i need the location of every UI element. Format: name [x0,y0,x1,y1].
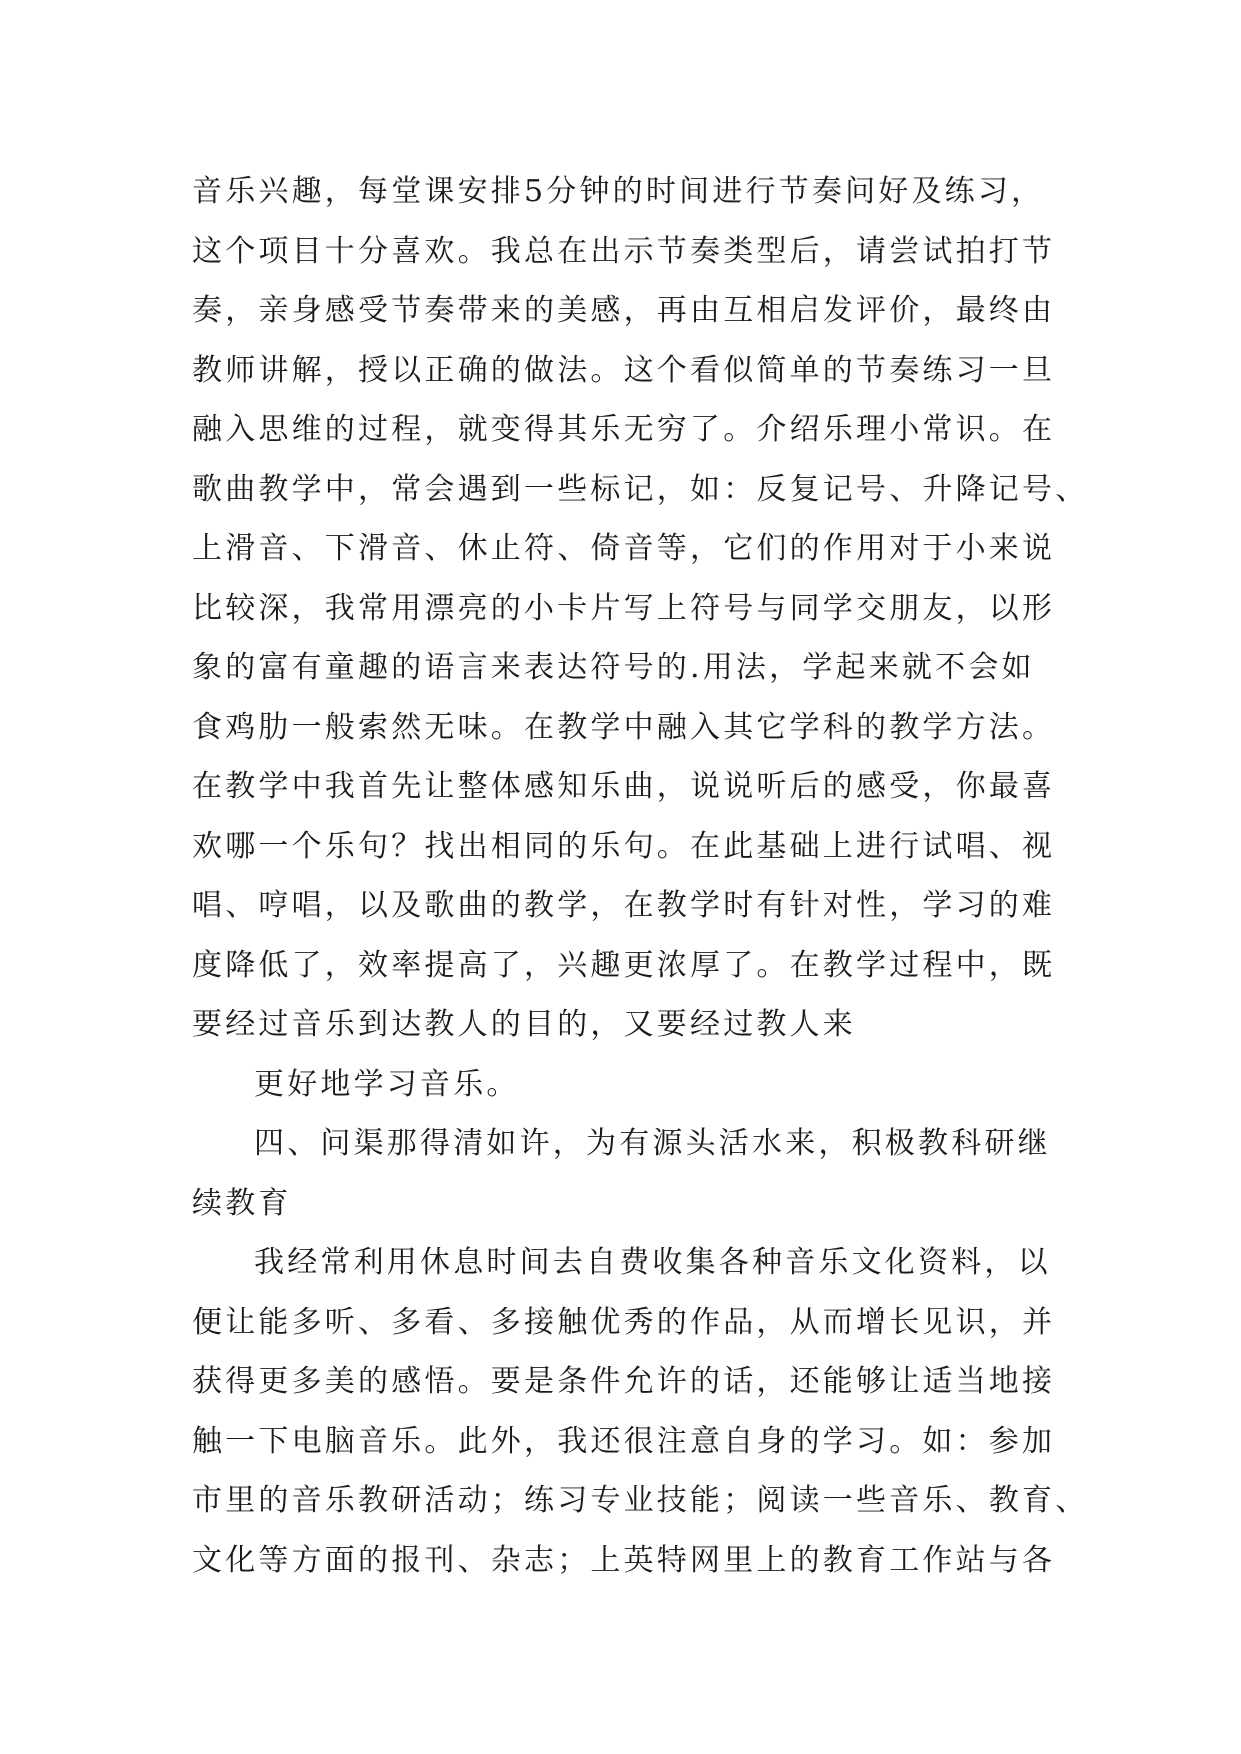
text-line: 融入思维的过程，就变得其乐无穷了。介绍乐理小常识。在 [192,412,1056,447]
text-line: 教师讲解，授以正确的做法。这个看似简单的节奏练习一旦 [192,352,1056,388]
body-text [192,162,1089,1590]
text-line: 市里的音乐教研活动；练习专业技能；阅读一些音乐、教育、 [192,1483,1089,1518]
text-line: 上滑音、下滑音、休止符、倚音等，它们的作用对于小来说 [192,531,1056,566]
text-line: 这个项目十分喜欢。我总在出示节奏类型后，请尝试拍打节 [192,233,1056,269]
text-line: 度降低了，效率提高了，兴趣更浓厚了。在教学过程中，既 [192,947,1056,983]
text-line: 象的富有童趣的语言来表达符号的.用法，学起来就不会如 [192,650,1035,685]
text-line: 食鸡肋一般索然无味。在教学中融入其它学科的教学方法。 [192,709,1056,745]
section-heading-line: 四、问渠那得清如许，为有源头活水来，积极教科研继 [254,1126,1051,1161]
section-heading-line: 续教育 [192,1185,292,1221]
text-line: 音乐兴趣，每堂课安排5分钟的时间进行节奏问好及练习， [192,174,1045,209]
text-line: 文化等方面的报刊、杂志；上英特网里上的教育工作站与各 [192,1542,1056,1578]
text-line: 便让能多听、多看、多接触优秀的作品，从而增长见识，并 [192,1304,1056,1340]
paragraph-line: 我经常利用休息时间去自费收集各种音乐文化资料，以 [254,1245,1051,1280]
text-line: 在教学中我首先让整体感知乐曲，说说听后的感受，你最喜 [192,769,1056,804]
text-line: 比较深，我常用漂亮的小卡片写上符号与同学交朋友，以形 [192,590,1056,626]
text-line: 奏，亲身感受节奏带来的美感，再由互相启发评价，最终由 [192,293,1056,328]
text-line: 要经过音乐到达教人的目的，又要经过教人来 [192,1007,856,1042]
text-line: 获得更多美的感悟。要是条件允许的话，还能够让适当地接 [192,1364,1056,1399]
paragraph-line: 更好地学习音乐。 [254,1066,520,1102]
text-line: 欢哪一个乐句？找出相同的乐句。在此基础上进行试唱、视 [192,828,1056,864]
text-line: 触一下电脑音乐。此外，我还很注意自身的学习。如：参加 [192,1423,1056,1459]
text-line: 歌曲教学中，常会遇到一些标记，如：反复记号、升降记号、 [192,471,1089,507]
text-line: 唱、哼唱，以及歌曲的教学，在教学时有针对性，学习的难 [192,888,1056,923]
